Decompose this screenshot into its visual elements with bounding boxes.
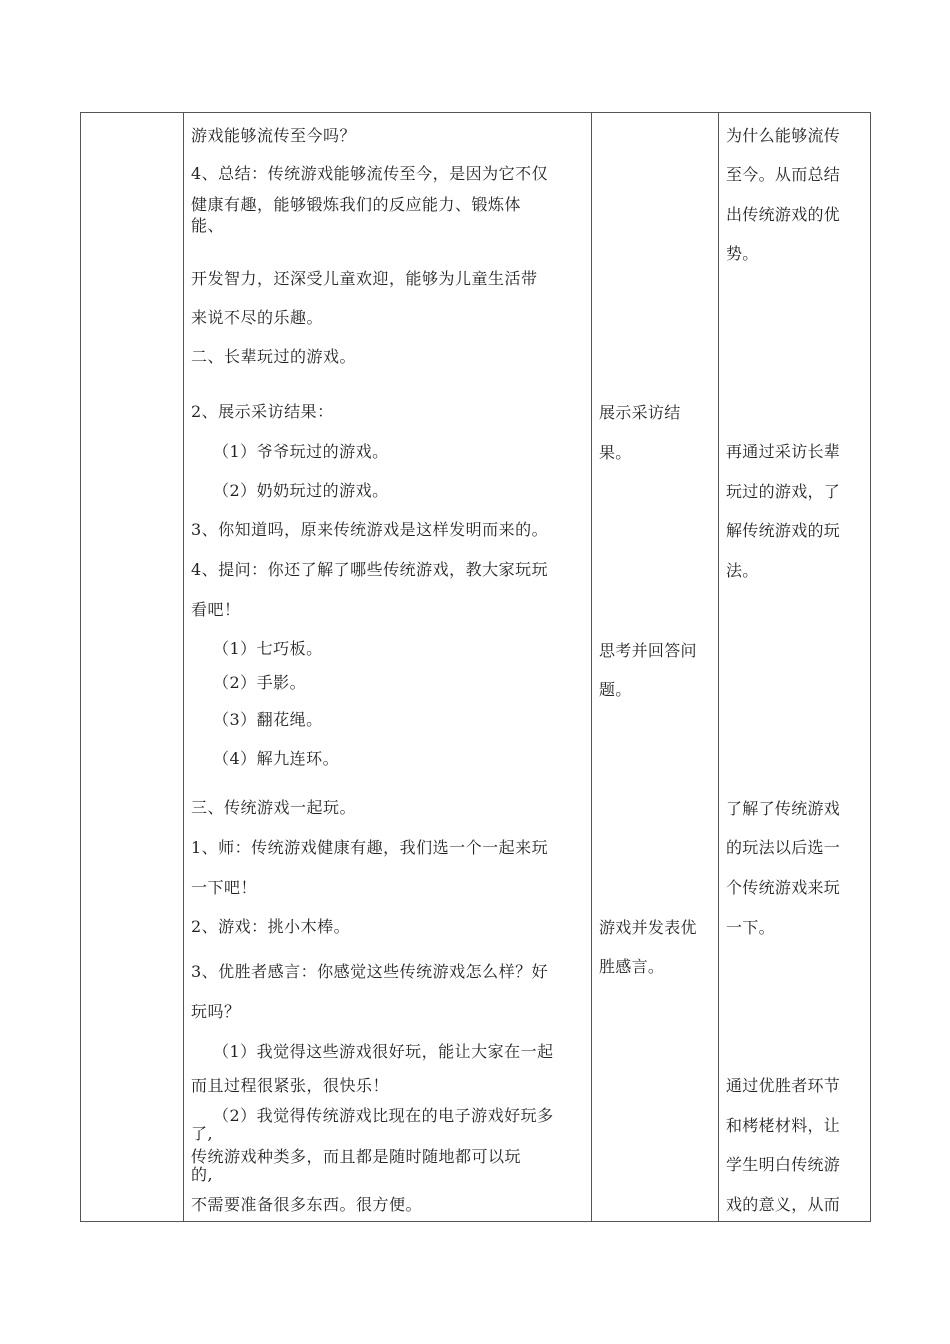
student-line: 游戏并发表优 <box>599 918 697 937</box>
content-line: （1）我觉得这些游戏很好玩，能让大家在一起 <box>213 1042 554 1061</box>
content-line: 玩吗？ <box>191 1002 241 1021</box>
content-line: 4、提问：你还了解了哪些传统游戏，教大家玩玩 <box>191 560 549 579</box>
content-line: 三、传统游戏一起玩。 <box>191 798 357 817</box>
content-line: 开发智力，还深受儿童欢迎，能够为儿童生活带 <box>191 269 538 288</box>
content-line: （2）奶奶玩过的游戏。 <box>213 481 389 500</box>
content-line: （4）解九连环。 <box>213 749 340 768</box>
content-line: （3）翻花绳。 <box>213 710 323 729</box>
student-line: 果。 <box>599 443 632 462</box>
intent-line: 为什么能够流传 <box>726 126 841 145</box>
design-intent-column <box>726 113 868 1221</box>
student-line: 展示采访结 <box>599 403 681 422</box>
content-line: （1）爷爷玩过的游戏。 <box>213 442 389 461</box>
intent-line: 和栲栳材料，让 <box>726 1116 841 1135</box>
empty-first-column <box>81 113 183 1221</box>
content-line: 2、展示采访结果： <box>191 402 334 421</box>
content-line: 传统游戏种类多，而且都是随时随地都可以玩 <box>191 1147 522 1166</box>
content-line: （2）我觉得传统游戏比现在的电子游戏好玩多 <box>213 1106 554 1125</box>
column-divider-3 <box>718 113 719 1221</box>
intent-line: 通过优胜者环节 <box>726 1076 841 1095</box>
content-line: 能、 <box>191 216 225 235</box>
content-line: （2）手影。 <box>213 673 307 692</box>
content-line: 一下吧！ <box>191 878 258 897</box>
intent-line: 至今。从而总结 <box>726 165 841 184</box>
teaching-content-column <box>191 113 587 1221</box>
intent-line: 戏的意义，从而 <box>726 1195 841 1214</box>
content-line: 3、优胜者感言：你感觉这些传统游戏怎么样？好 <box>191 962 549 981</box>
content-line: 而且过程很紧张，很快乐！ <box>191 1076 390 1095</box>
intent-line: 玩过的游戏，了 <box>726 482 841 501</box>
student-line: 胜感言。 <box>599 957 665 976</box>
student-line: 题。 <box>599 680 632 699</box>
intent-line: 法。 <box>726 561 759 580</box>
intent-line: 再通过采访长辈 <box>726 442 841 461</box>
column-divider-2 <box>591 113 592 1221</box>
student-line: 思考并回答问 <box>599 641 697 660</box>
content-line: 1、师：传统游戏健康有趣，我们选一个一起来玩 <box>191 838 549 857</box>
lesson-plan-table <box>80 112 871 1222</box>
intent-line: 的玩法以后选一 <box>726 838 841 857</box>
content-line: 4、总结：传统游戏能够流传至今，是因为它不仅 <box>191 164 549 183</box>
content-line: 不需要准备很多东西。很方便。 <box>191 1195 423 1214</box>
intent-line: 个传统游戏来玩 <box>726 878 841 897</box>
content-line: 来说不尽的乐趣。 <box>191 308 324 327</box>
intent-line: 了解了传统游戏 <box>726 799 841 818</box>
content-line: 看吧！ <box>191 600 241 619</box>
intent-line: 解传统游戏的玩 <box>726 521 841 540</box>
content-line: 游戏能够流传至今吗？ <box>191 126 357 145</box>
content-line: 了, <box>191 1124 214 1143</box>
student-activity-column <box>599 113 715 1221</box>
column-divider-1 <box>183 113 184 1221</box>
intent-line: 出传统游戏的优 <box>726 205 841 224</box>
content-line: 的, <box>191 1165 214 1184</box>
intent-line: 学生明白传统游 <box>726 1155 841 1174</box>
content-line: 健康有趣，能够锻炼我们的反应能力、锻炼体 <box>191 195 522 214</box>
content-line: 2、游戏：挑小木棒。 <box>191 917 351 936</box>
intent-line: 一下。 <box>726 918 775 937</box>
content-line: 3、你知道吗，原来传统游戏是这样发明而来的。 <box>191 520 549 539</box>
intent-line: 势。 <box>726 244 759 263</box>
content-line: （1）七巧板。 <box>213 639 323 658</box>
content-line: 二、长辈玩过的游戏。 <box>191 347 357 366</box>
